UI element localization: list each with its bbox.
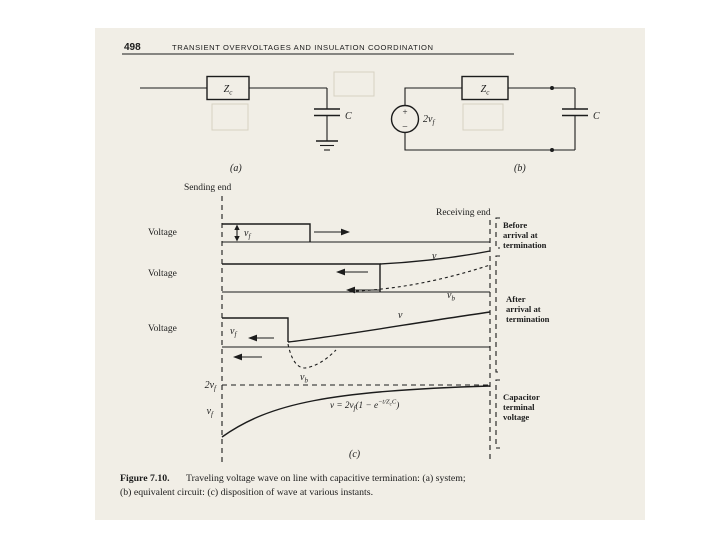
vb-label-3: $v_b$ xyxy=(300,372,308,385)
capacitor-label-a: C xyxy=(345,111,352,122)
source-minus: − xyxy=(402,122,408,133)
cap-annotation-line1: Capacitor xyxy=(503,392,540,402)
before-annotation-line1: Before xyxy=(503,220,528,230)
running-header-text: TRANSIENT OVERVOLTAGES AND INSULATION COORDINATION xyxy=(172,43,434,52)
caption-line2: (b) equivalent circuit: (c) disposition of wave at various instants. xyxy=(120,487,374,498)
v-label-2: v xyxy=(432,251,437,262)
cap-annotation-line2: terminal xyxy=(503,402,535,412)
source-plus: + xyxy=(402,107,408,117)
sending-end-label: Sending end xyxy=(184,183,232,193)
caption-line1: Traveling voltage wave on line with capacitive termination: (a) system; xyxy=(186,473,466,484)
subfigure-b-label: (b) xyxy=(514,163,526,174)
before-annotation-line3: termination xyxy=(503,240,547,250)
node-dot xyxy=(550,86,554,90)
v-label-3: v xyxy=(398,310,403,321)
voltage-label-2: Voltage xyxy=(148,269,177,279)
cap-annotation-line3: voltage xyxy=(503,412,530,422)
two-vf-label: $2v_f$ xyxy=(204,380,216,393)
before-annotation-line2: arrival at xyxy=(503,230,538,240)
subfigure-c-label: (c) xyxy=(349,449,361,460)
vf-axis-label: $v_f$ xyxy=(206,406,213,419)
paper-background xyxy=(95,28,645,520)
vb-label-2: $v_b$ xyxy=(447,290,455,303)
voltage-label-3: Voltage xyxy=(148,324,177,334)
vf-label-3: $v_f$ xyxy=(230,326,237,339)
subfigure-a-label: (a) xyxy=(230,163,242,174)
after-annotation-line1: After xyxy=(506,294,526,304)
capacitor-label-b: C xyxy=(593,111,600,122)
source-label: $2v_f$ xyxy=(423,114,435,127)
impedance-label-a: $Z_c$ xyxy=(223,84,233,97)
after-annotation-line2: arrival at xyxy=(506,304,541,314)
vf-label-1: $v_f$ xyxy=(244,228,251,241)
receiving-end-label: Receiving end xyxy=(436,208,491,218)
node-dot xyxy=(550,148,554,152)
impedance-label-b: $Z_c$ xyxy=(480,84,490,97)
after-annotation-line3: termination xyxy=(506,314,550,324)
caption-figure-number: Figure 7.10. xyxy=(120,473,170,484)
voltage-label-1: Voltage xyxy=(148,228,177,238)
equation: $v = 2v_f(1 - e^{-t/Z}cC)$ xyxy=(330,398,400,413)
page-number: 498 xyxy=(124,42,141,53)
